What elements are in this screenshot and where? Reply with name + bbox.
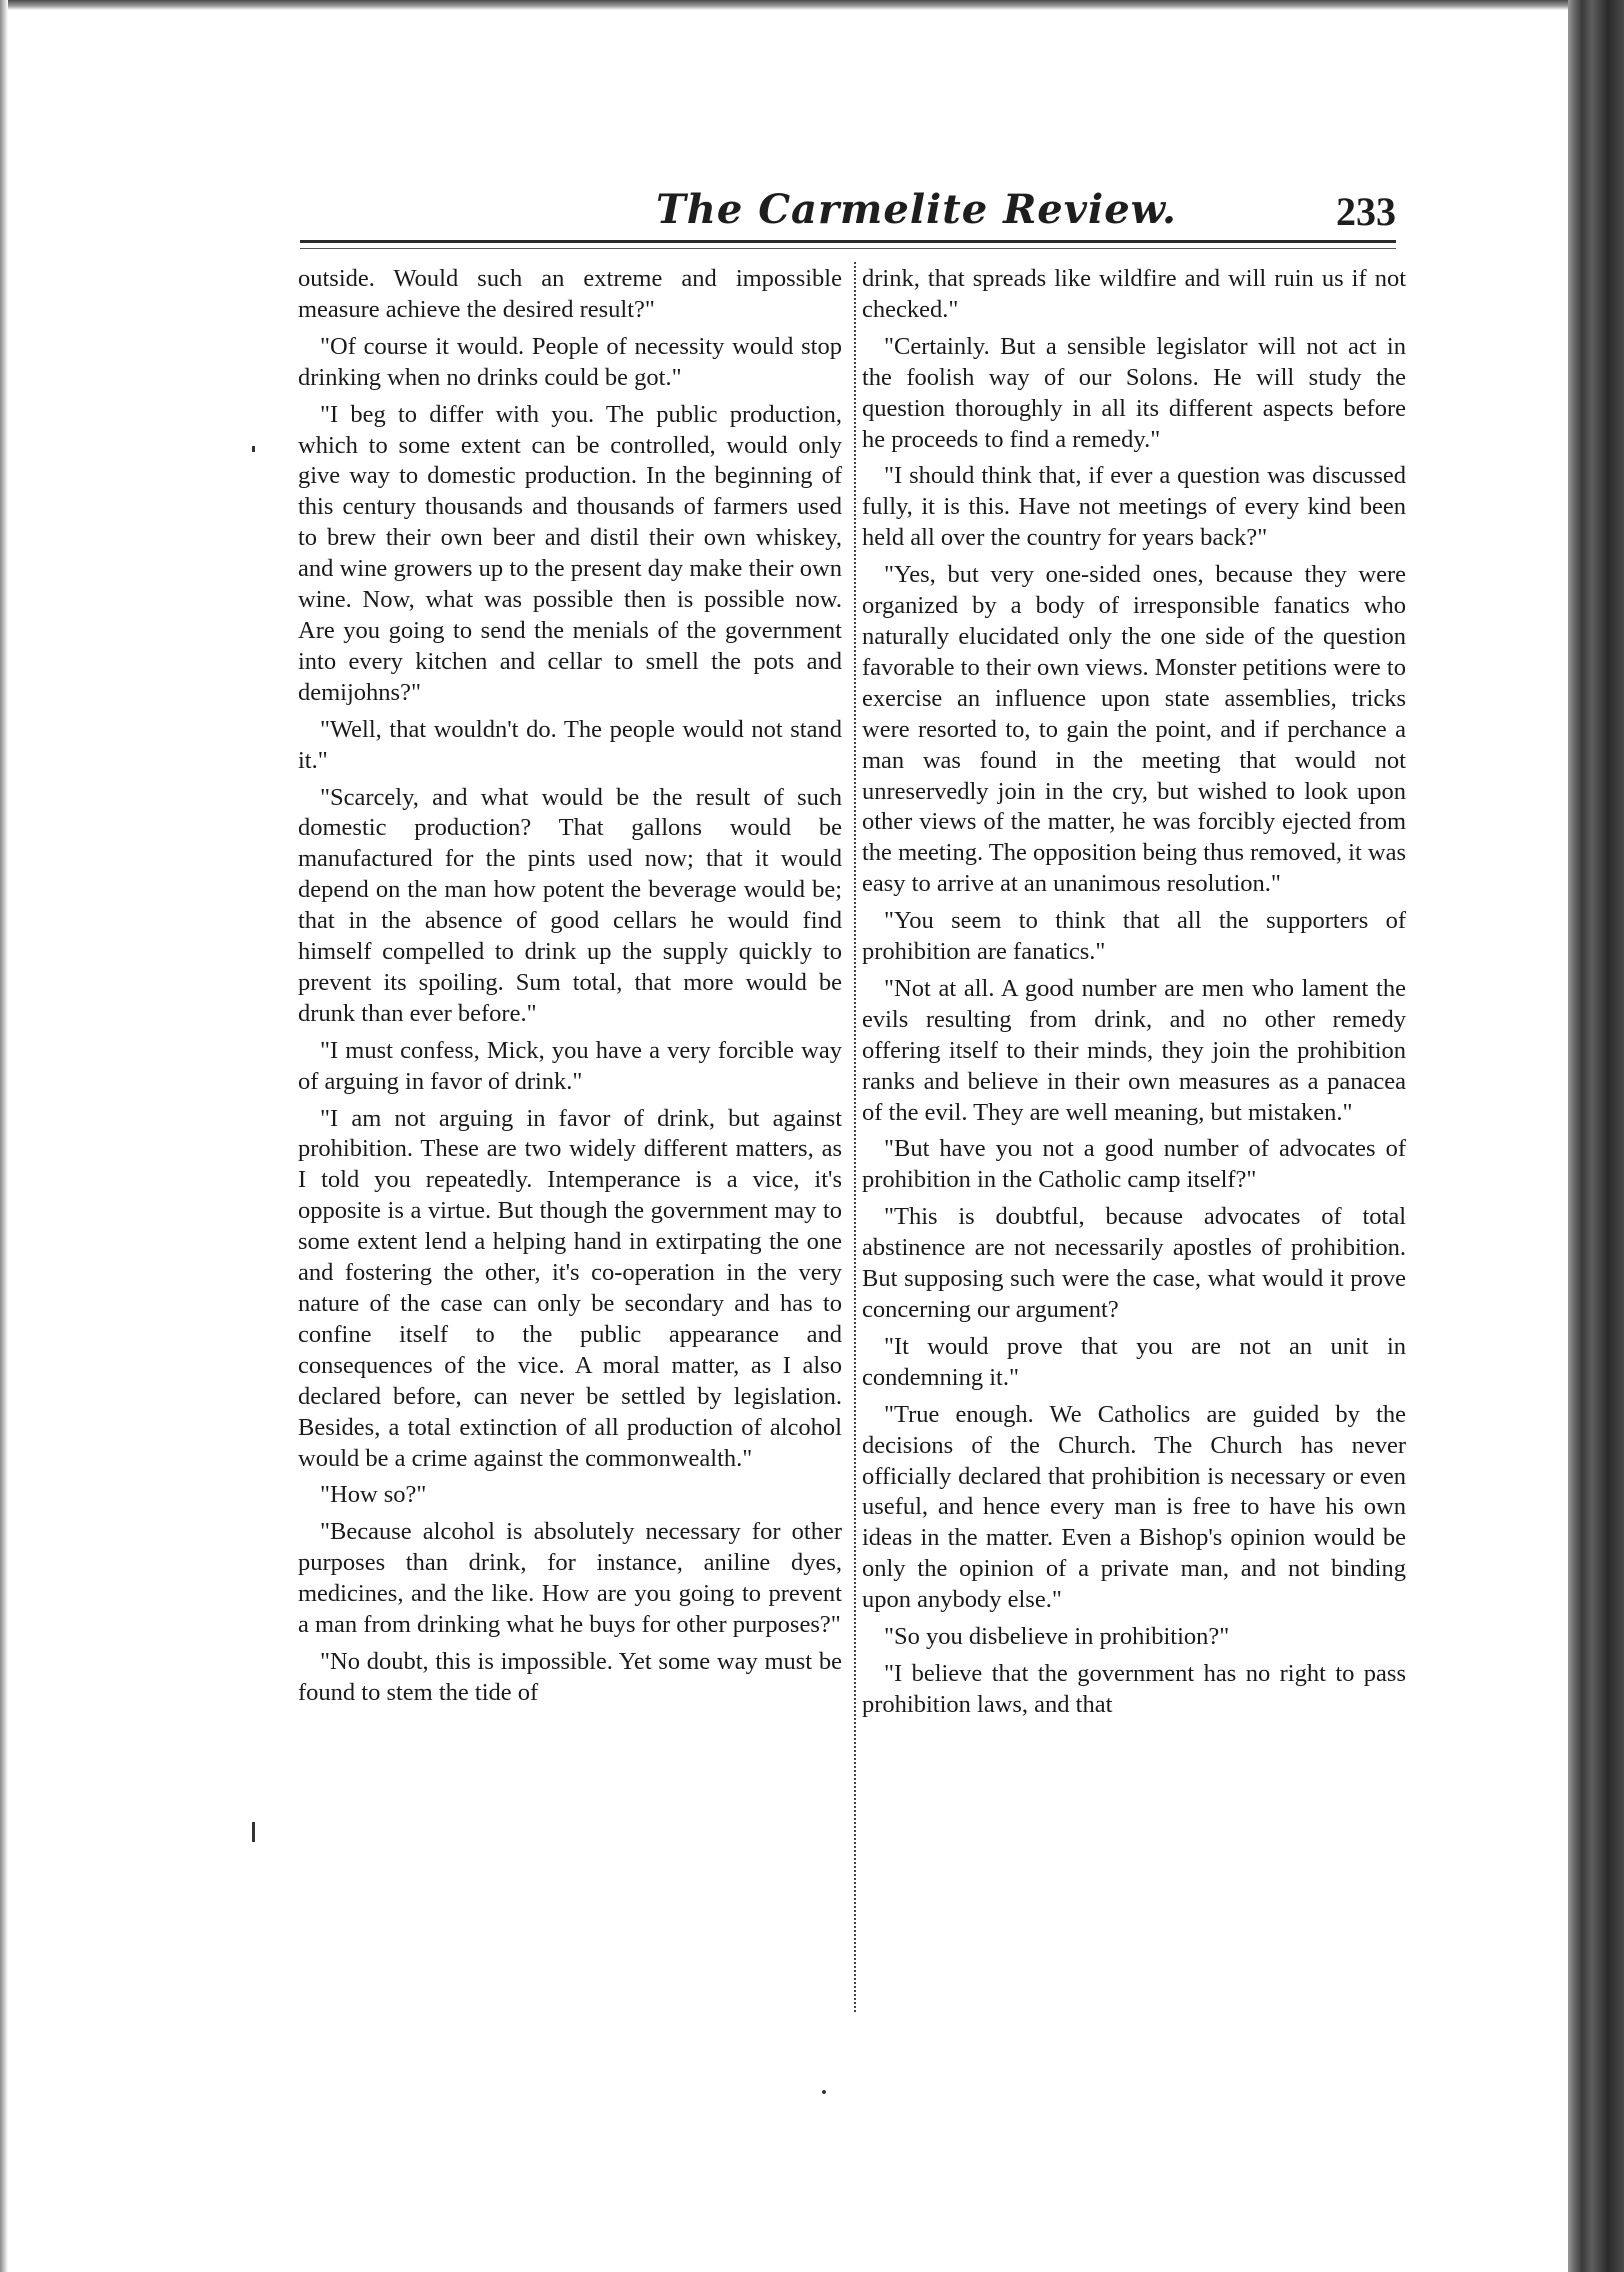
header-rule-thick	[300, 240, 1396, 243]
paragraph: drink, that spreads like wildfire and will ruin us if not checked."	[862, 265, 1406, 323]
paragraph: "I am not arguing in favor of drink, but against prohibition. These are two widely different matters, as I told you repeatedly. Intemperance is a vice, it's opposite is a virtue. But though the government may to some extent lend a helping hand in extirpating the one and fostering the other, it's co-operation in the very nature of the case can only be secondary and has to confine itself to the public appearance and consequences of the vice. A moral matter, as I also declared before, can never be settled by legislation. Besides, a total extinction of all production of alcohol would be a crime against the commonwealth."	[298, 1104, 842, 1472]
margin-mark	[822, 2090, 826, 2094]
right-text-column	[862, 264, 1406, 1727]
paragraph: "Of course it would. People of necessity would stop drinking when no drinks could be got."	[298, 332, 842, 391]
paragraph: "Yes, but very one-sided ones, because they were organized by a body of irresponsible fanatics who naturally elucidated only the one side of the question favorable to their own views. Monster petitions were to exercise an influence upon state assemblies, tricks were resorted to, to gain the point, and if perchance a man was found in the meeting that would not unreservedly join in the cry, but wished to look upon other views of the matter, he was forcibly ejected from the meeting. The opposition being thus removed, it was easy to arrive at an unanimous resolution."	[862, 561, 1406, 898]
page-left-edge	[0, 0, 8, 2272]
left-text-column	[298, 264, 842, 1715]
column-divider	[854, 262, 856, 2012]
paragraph: "I believe that the government has no right to pass prohibition laws, and that	[862, 1659, 1406, 1718]
paragraph: "Well, that wouldn't do. The people would not stand it."	[298, 715, 842, 774]
paragraph: "This is doubtful, because advocates of total abstinence are not necessarily apostles of prohibition. But supposing such were the case, what would it prove concerning our argument?	[862, 1203, 1406, 1323]
paragraph: "Because alcohol is absolutely necessary for other purposes than drink, for instance, aniline dyes, medicines, and the like. How are you going to prevent a man from drinking what he buys for other purposes?"	[298, 1518, 842, 1639]
paragraph: "But have you not a good number of advocates of prohibition in the Catholic camp itself?"	[862, 1135, 1406, 1194]
paragraph: "Not at all. A good number are men who lament the evils resulting from drink, and no other remedy offering itself to their minds, they join the prohibition ranks and believe in their own measures as a panacea of the evil. They are well meaning, but mistaken."	[862, 974, 1406, 1126]
journal-title: The Carmelite Review.	[656, 186, 1177, 233]
paragraph: "So you disbelieve in prohibition?"	[884, 1623, 1230, 1651]
running-header	[296, 186, 1396, 246]
paragraph: "I beg to differ with you. The public production, which to some extent can be controlled, would only give way to domestic production. In the beginning of this century thousands and thousands of farmers used to brew their own beer and distil their own whiskey, and wine growers up to the present day make their own wine. Now, what was possible then is possible now. Are you going to send the menials of the government into every kitchen and cellar to smell the pots and demijohns?"	[298, 400, 842, 706]
paragraph: "How so?"	[320, 1481, 427, 1509]
page-number: 233	[1336, 189, 1396, 234]
paragraph: "I must confess, Mick, you have a very forcible way of arguing in favor of drink."	[298, 1036, 842, 1095]
paragraph: "No doubt, this is impossible. Yet some way must be found to stem the tide of	[298, 1647, 842, 1706]
margin-mark	[252, 1822, 255, 1842]
paragraph: "You seem to think that all the supporters of prohibition are fanatics."	[862, 907, 1406, 966]
paragraph: "Scarcely, and what would be the result of such domestic production? That gallons would be manufactured for the pints used now; that it would depend on the man how potent the beverage would be; that in the absence of good cellars he would find himself compelled to drink up the supply quickly to prevent its spoiling. Sum total, that more would be drunk than ever before."	[298, 783, 842, 1027]
paragraph: outside. Would such an extreme and impossible measure achieve the desired result?"	[298, 265, 842, 323]
paragraph: "True enough. We Catholics are guided by the decisions of the Church. The Church has never officially declared that prohibition is necessary or even useful, and hence every man is free to have his own ideas in the matter. Even a Bishop's opinion would be only the opinion of a private man, and not binding upon anybody else."	[862, 1400, 1406, 1614]
page-top-edge	[0, 0, 1580, 10]
paragraph: "I should think that, if ever a question was discussed fully, it is this. Have not meetings of every kind been held all over the country for years back?"	[862, 462, 1406, 552]
margin-mark	[252, 446, 255, 452]
book-binding-edge	[1568, 0, 1624, 2272]
paragraph: "It would prove that you are not an unit in condemning it."	[862, 1332, 1406, 1391]
header-rule-thin	[300, 248, 1396, 249]
paragraph: "Certainly. But a sensible legislator will not act in the foolish way of our Solons. He will study the question thoroughly in all its different aspects before he proceeds to find a remedy."	[862, 332, 1406, 453]
